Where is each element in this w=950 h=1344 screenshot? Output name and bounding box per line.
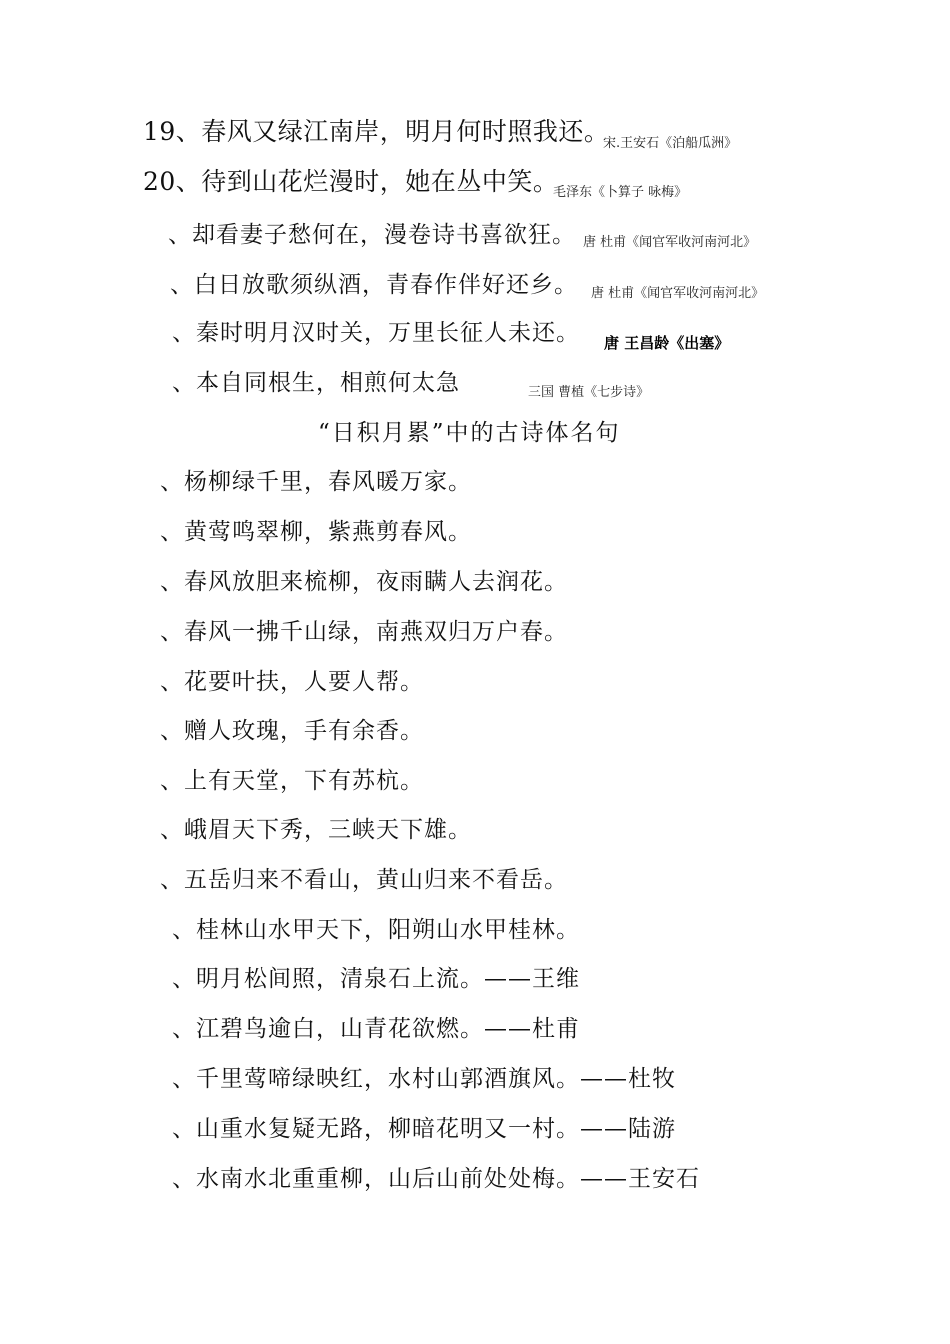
poem-source-20: 毛泽东《卜算子 咏梅》 xyxy=(553,185,688,200)
saying-line: 、黄莺鸣翠柳，紫燕剪春风。 xyxy=(160,519,472,545)
section-title: “日积月累”中的古诗体名句 xyxy=(318,420,621,446)
saying-line: 、峨眉天下秀，三峡天下雄。 xyxy=(160,817,472,843)
saying-line: 、江碧鸟逾白，山青花欲燃。——杜甫 xyxy=(172,1016,580,1042)
saying-line: 、桂林山水甲天下，阳朔山水甲桂林。 xyxy=(172,917,580,943)
poem-source-24: 三国 曹植《七步诗》 xyxy=(528,385,650,400)
saying-line: 、五岳归来不看山，黄山归来不看岳。 xyxy=(160,867,568,893)
poem-line-19: 19、春风又绿江南岸，明月何时照我还。 xyxy=(143,117,610,146)
saying-line: 、千里莺啼绿映红，水村山郭酒旗风。——杜牧 xyxy=(172,1066,676,1092)
saying-line: 、春风放胆来梳柳，夜雨瞒人去润花。 xyxy=(160,569,568,595)
poem-line-24: 、本自同根生，相煎何太急 xyxy=(172,370,460,396)
saying-line: 、花要叶扶，人要人帮。 xyxy=(160,669,424,695)
poem-source-23: 唐 王昌龄《出塞》 xyxy=(604,334,730,352)
poem-line-21: 、却看妻子愁何在，漫卷诗书喜欲狂。 xyxy=(168,222,576,248)
poem-source-19: 宋.王安石《泊船瓜洲》 xyxy=(603,136,738,151)
poem-line-20: 20、待到山花烂漫时，她在丛中笑。 xyxy=(143,167,559,196)
saying-line: 、赠人玫瑰，手有余香。 xyxy=(160,718,424,744)
saying-line: 、山重水复疑无路，柳暗花明又一村。——陆游 xyxy=(172,1116,676,1142)
poem-source-21: 唐 杜甫《闻官军收河南河北》 xyxy=(583,235,757,250)
poem-line-23: 、秦时明月汉时关，万里长征人未还。 xyxy=(172,320,580,346)
saying-line: 、上有天堂，下有苏杭。 xyxy=(160,768,424,794)
poem-source-22: 唐 杜甫《闻官军收河南河北》 xyxy=(591,286,765,301)
saying-line: 、杨柳绿千里，春风暖万家。 xyxy=(160,469,472,495)
saying-line: 、水南水北重重柳，山后山前处处梅。——王安石 xyxy=(172,1166,700,1192)
poem-line-22: 、白日放歌须纵酒，青春作伴好还乡。 xyxy=(170,272,578,298)
saying-line: 、春风一拂千山绿，南燕双归万户春。 xyxy=(160,619,568,645)
saying-line: 、明月松间照，清泉石上流。——王维 xyxy=(172,966,580,992)
